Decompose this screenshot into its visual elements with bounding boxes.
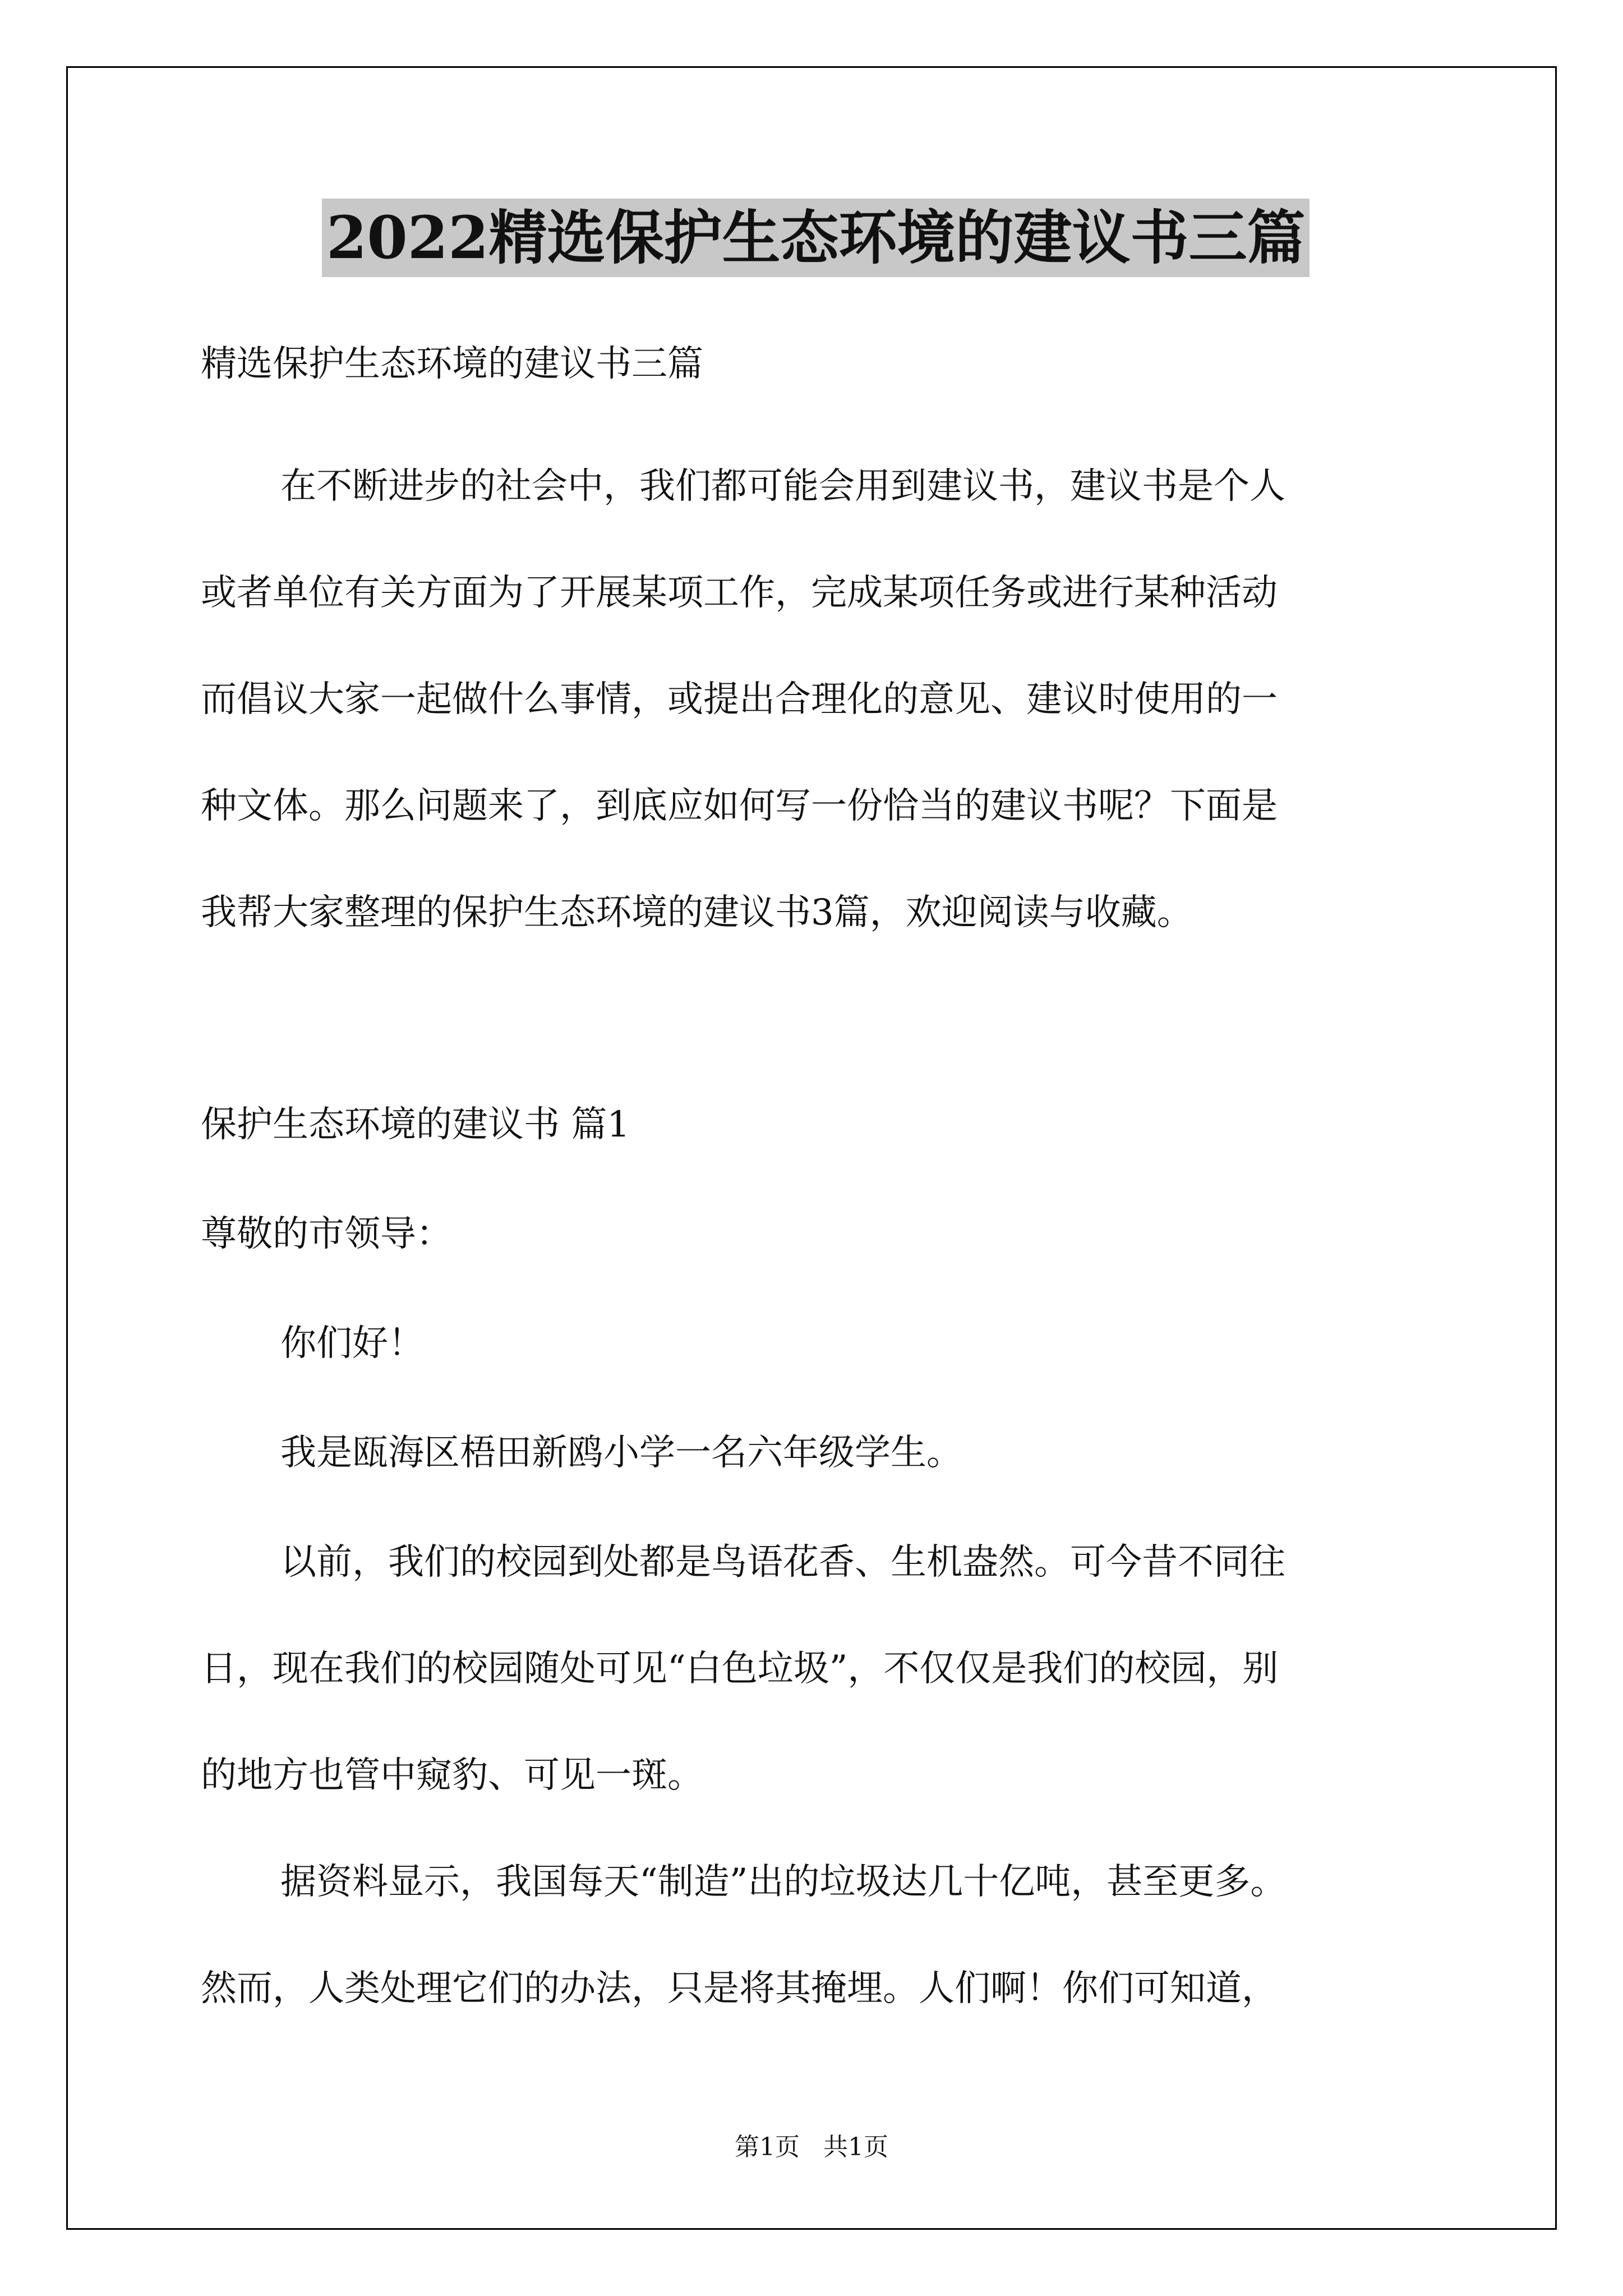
salutation: 尊敬的市领导： — [201, 1213, 452, 1255]
document-title: 2022精选保护生态环境的建议书三篇 — [322, 199, 1310, 277]
self-introduction: 我是瓯海区梧田新鸥小学一名六年级学生。 — [280, 1432, 962, 1474]
document-subtitle: 精选保护生态环境的建议书三篇 — [201, 343, 703, 385]
campus-paragraph-line-3: 的地方也管中窥豹、可见一斑。 — [201, 1755, 703, 1796]
intro-line-4: 种文体。那么问题来了，到底应如何写一份恰当的建议书呢？下面是 — [201, 785, 1278, 827]
greeting: 你们好！ — [280, 1323, 424, 1364]
intro-line-5: 我帮大家整理的保护生态环境的建议书3篇，欢迎阅读与收藏。 — [201, 892, 1193, 933]
page-number-footer: 第1页 共1页 — [735, 2133, 888, 2161]
data-paragraph-line-2: 然而，人类处理它们的办法，只是将其掩埋。人们啊！你们可知道， — [201, 1968, 1278, 2009]
intro-line-2: 或者单位有关方面为了开展某项工作，完成某项任务或进行某种活动 — [201, 572, 1278, 614]
intro-line-3: 而倡议大家一起做什么事情，或提出合理化的意见、建议时使用的一 — [201, 679, 1278, 720]
section-heading: 保护生态环境的建议书 篇1 — [201, 1104, 630, 1145]
campus-paragraph-line-1: 以前，我们的校园到处都是鸟语花香、生机盎然。可今昔不同往 — [280, 1542, 1285, 1583]
data-paragraph-line-1: 据资料显示，我国每天“制造”出的垃圾达几十亿吨，甚至更多。 — [280, 1861, 1287, 1903]
campus-paragraph-line-2: 日，现在我们的校园随处可见“白色垃圾”，不仅仅是我们的校园，别 — [201, 1648, 1279, 1690]
intro-line-1: 在不断进步的社会中，我们都可能会用到建议书，建议书是个人 — [280, 466, 1285, 507]
